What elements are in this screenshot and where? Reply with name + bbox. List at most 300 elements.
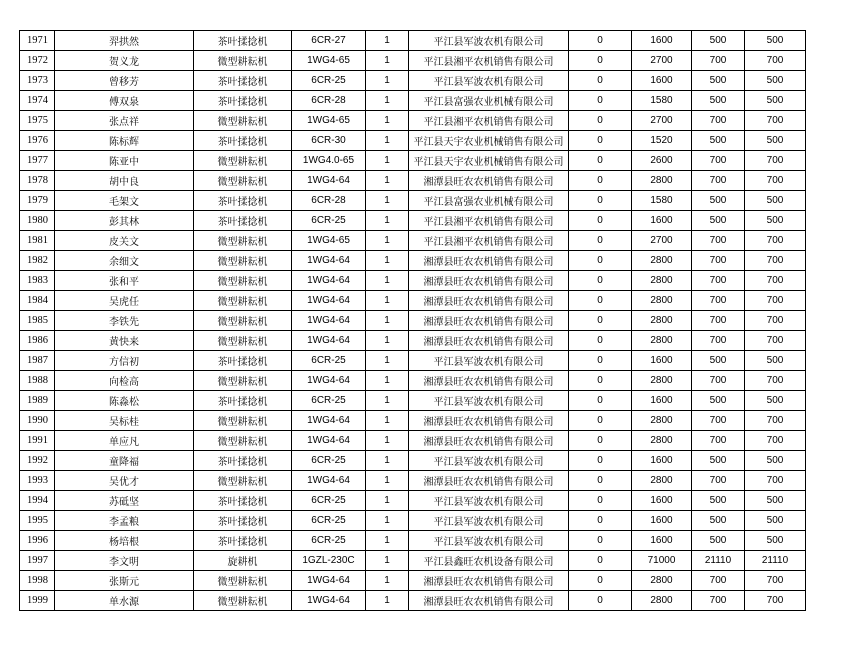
quantity-cell: 1 — [366, 91, 409, 111]
dealer-name-cell: 平江县富强农业机械有限公司 — [409, 91, 569, 111]
row-number-cell: 1979 — [20, 191, 55, 211]
subsidy-b-cell: 700 — [745, 151, 806, 171]
farmer-name-cell: 童降福 — [55, 451, 194, 471]
sale-price-cell: 2700 — [632, 111, 692, 131]
row-number-cell: 1994 — [20, 491, 55, 511]
table-row — [20, 371, 806, 391]
sale-price-cell: 2800 — [632, 431, 692, 451]
subsidy-a-cell: 700 — [692, 591, 745, 611]
machine-type-cell: 微型耕耘机 — [194, 591, 292, 611]
quantity-cell: 1 — [366, 271, 409, 291]
machine-type-cell: 茶叶揉捻机 — [194, 491, 292, 511]
table-row — [20, 431, 806, 451]
value-zero-cell: 0 — [569, 191, 632, 211]
table-row — [20, 551, 806, 571]
subsidy-a-cell: 500 — [692, 211, 745, 231]
machine-type-cell: 旋耕机 — [194, 551, 292, 571]
quantity-cell: 1 — [366, 151, 409, 171]
dealer-name-cell: 湘潭县旺农农机销售有限公司 — [409, 591, 569, 611]
row-number-cell: 1972 — [20, 51, 55, 71]
table-row — [20, 531, 806, 551]
dealer-name-cell: 平江县富强农业机械有限公司 — [409, 191, 569, 211]
value-zero-cell: 0 — [569, 331, 632, 351]
subsidy-a-cell: 500 — [692, 351, 745, 371]
farmer-name-cell: 向检高 — [55, 371, 194, 391]
farmer-name-cell: 吴虎任 — [55, 291, 194, 311]
sale-price-cell: 1600 — [632, 451, 692, 471]
machine-model-cell: 1WG4-64 — [292, 471, 366, 491]
dealer-name-cell: 平江县军波农机有限公司 — [409, 31, 569, 51]
subsidy-a-cell: 500 — [692, 91, 745, 111]
machine-model-cell: 1WG4-65 — [292, 231, 366, 251]
subsidy-a-cell: 500 — [692, 391, 745, 411]
farmer-name-cell: 李文明 — [55, 551, 194, 571]
value-zero-cell: 0 — [569, 471, 632, 491]
farmer-name-cell: 李孟粮 — [55, 511, 194, 531]
value-zero-cell: 0 — [569, 491, 632, 511]
farmer-name-cell: 单水源 — [55, 591, 194, 611]
farmer-name-cell: 吴标桂 — [55, 411, 194, 431]
subsidy-a-cell: 500 — [692, 191, 745, 211]
row-number-cell: 1987 — [20, 351, 55, 371]
subsidy-a-cell: 700 — [692, 291, 745, 311]
dealer-name-cell: 平江县军波农机有限公司 — [409, 451, 569, 471]
quantity-cell: 1 — [366, 51, 409, 71]
value-zero-cell: 0 — [569, 591, 632, 611]
row-number-cell: 1985 — [20, 311, 55, 331]
quantity-cell: 1 — [366, 131, 409, 151]
table-row — [20, 211, 806, 231]
subsidy-a-cell: 700 — [692, 271, 745, 291]
farmer-name-cell: 羿拱然 — [55, 31, 194, 51]
machine-model-cell: 6CR-28 — [292, 191, 366, 211]
dealer-name-cell: 湘潭县旺农农机销售有限公司 — [409, 251, 569, 271]
table-row — [20, 291, 806, 311]
machine-model-cell: 6CR-25 — [292, 451, 366, 471]
subsidy-b-cell: 700 — [745, 311, 806, 331]
machine-model-cell: 1WG4-64 — [292, 331, 366, 351]
subsidy-a-cell: 500 — [692, 31, 745, 51]
subsidy-b-cell: 700 — [745, 51, 806, 71]
dealer-name-cell: 平江县军波农机有限公司 — [409, 351, 569, 371]
subsidy-b-cell: 700 — [745, 251, 806, 271]
value-zero-cell: 0 — [569, 351, 632, 371]
value-zero-cell: 0 — [569, 71, 632, 91]
row-number-cell: 1992 — [20, 451, 55, 471]
machine-type-cell: 微型耕耘机 — [194, 151, 292, 171]
machine-type-cell: 微型耕耘机 — [194, 311, 292, 331]
sale-price-cell: 2800 — [632, 371, 692, 391]
farmer-name-cell: 陈亚中 — [55, 151, 194, 171]
machine-model-cell: 1WG4-64 — [292, 371, 366, 391]
sale-price-cell: 1600 — [632, 211, 692, 231]
sale-price-cell: 2700 — [632, 51, 692, 71]
machine-model-cell: 6CR-25 — [292, 391, 366, 411]
subsidy-b-cell: 700 — [745, 291, 806, 311]
subsidy-b-cell: 21110 — [745, 551, 806, 571]
value-zero-cell: 0 — [569, 151, 632, 171]
quantity-cell: 1 — [366, 371, 409, 391]
row-number-cell: 1998 — [20, 571, 55, 591]
machine-type-cell: 茶叶揉捻机 — [194, 71, 292, 91]
quantity-cell: 1 — [366, 511, 409, 531]
quantity-cell: 1 — [366, 191, 409, 211]
subsidy-b-cell: 700 — [745, 371, 806, 391]
subsidy-a-cell: 700 — [692, 431, 745, 451]
table-row — [20, 351, 806, 371]
table-row — [20, 391, 806, 411]
machine-type-cell: 微型耕耘机 — [194, 251, 292, 271]
subsidy-a-cell: 700 — [692, 471, 745, 491]
farmer-name-cell: 吴优才 — [55, 471, 194, 491]
subsidy-a-cell: 500 — [692, 451, 745, 471]
machine-type-cell: 茶叶揉捻机 — [194, 351, 292, 371]
machine-type-cell: 微型耕耘机 — [194, 411, 292, 431]
table-row — [20, 31, 806, 51]
dealer-name-cell: 湘潭县旺农农机销售有限公司 — [409, 331, 569, 351]
dealer-name-cell: 平江县湘平农机销售有限公司 — [409, 111, 569, 131]
row-number-cell: 1974 — [20, 91, 55, 111]
row-number-cell: 1991 — [20, 431, 55, 451]
quantity-cell: 1 — [366, 591, 409, 611]
sale-price-cell: 2800 — [632, 591, 692, 611]
table-row — [20, 491, 806, 511]
quantity-cell: 1 — [366, 31, 409, 51]
row-number-cell: 1971 — [20, 31, 55, 51]
subsidy-a-cell: 700 — [692, 251, 745, 271]
machine-model-cell: 6CR-25 — [292, 491, 366, 511]
dealer-name-cell: 湘潭县旺农农机销售有限公司 — [409, 471, 569, 491]
subsidy-a-cell: 500 — [692, 491, 745, 511]
quantity-cell: 1 — [366, 431, 409, 451]
machine-model-cell: 1WG4-64 — [292, 271, 366, 291]
quantity-cell: 1 — [366, 71, 409, 91]
farmer-name-cell: 张点祥 — [55, 111, 194, 131]
farmer-name-cell: 单应凡 — [55, 431, 194, 451]
sale-price-cell: 2800 — [632, 251, 692, 271]
machine-type-cell: 微型耕耘机 — [194, 471, 292, 491]
machine-model-cell: 1GZL-230C — [292, 551, 366, 571]
machine-type-cell: 微型耕耘机 — [194, 271, 292, 291]
machine-type-cell: 微型耕耘机 — [194, 231, 292, 251]
machine-type-cell: 茶叶揉捻机 — [194, 511, 292, 531]
quantity-cell: 1 — [366, 111, 409, 131]
sale-price-cell: 1600 — [632, 351, 692, 371]
subsidy-b-cell: 500 — [745, 491, 806, 511]
subsidy-b-cell: 500 — [745, 511, 806, 531]
quantity-cell: 1 — [366, 491, 409, 511]
dealer-name-cell: 平江县军波农机有限公司 — [409, 391, 569, 411]
table-row — [20, 51, 806, 71]
quantity-cell: 1 — [366, 311, 409, 331]
machine-model-cell: 6CR-28 — [292, 91, 366, 111]
value-zero-cell: 0 — [569, 371, 632, 391]
quantity-cell: 1 — [366, 551, 409, 571]
machine-model-cell: 1WG4-64 — [292, 251, 366, 271]
subsidy-a-cell: 700 — [692, 311, 745, 331]
machine-type-cell: 茶叶揉捻机 — [194, 131, 292, 151]
sale-price-cell: 71000 — [632, 551, 692, 571]
row-number-cell: 1981 — [20, 231, 55, 251]
dealer-name-cell: 平江县军波农机有限公司 — [409, 511, 569, 531]
dealer-name-cell: 湘潭县旺农农机销售有限公司 — [409, 371, 569, 391]
sale-price-cell: 2800 — [632, 331, 692, 351]
sale-price-cell: 2600 — [632, 151, 692, 171]
value-zero-cell: 0 — [569, 531, 632, 551]
machine-type-cell: 茶叶揉捻机 — [194, 91, 292, 111]
dealer-name-cell: 平江县军波农机有限公司 — [409, 531, 569, 551]
quantity-cell: 1 — [366, 211, 409, 231]
table-row — [20, 131, 806, 151]
sale-price-cell: 2800 — [632, 171, 692, 191]
farmer-name-cell: 傅双泉 — [55, 91, 194, 111]
sale-price-cell: 2800 — [632, 411, 692, 431]
table-row — [20, 511, 806, 531]
quantity-cell: 1 — [366, 531, 409, 551]
farmer-name-cell: 方信初 — [55, 351, 194, 371]
dealer-name-cell: 平江县湘平农机销售有限公司 — [409, 231, 569, 251]
machine-type-cell: 茶叶揉捻机 — [194, 451, 292, 471]
quantity-cell: 1 — [366, 231, 409, 251]
dealer-name-cell: 湘潭县旺农农机销售有限公司 — [409, 571, 569, 591]
table-row — [20, 251, 806, 271]
machine-model-cell: 1WG4-64 — [292, 171, 366, 191]
subsidy-a-cell: 700 — [692, 571, 745, 591]
machine-model-cell: 6CR-25 — [292, 511, 366, 531]
value-zero-cell: 0 — [569, 251, 632, 271]
subsidy-b-cell: 700 — [745, 111, 806, 131]
table-row — [20, 111, 806, 131]
machine-model-cell: 6CR-25 — [292, 531, 366, 551]
table-body — [20, 31, 806, 611]
value-zero-cell: 0 — [569, 431, 632, 451]
dealer-name-cell: 平江县军波农机有限公司 — [409, 491, 569, 511]
subsidy-a-cell: 500 — [692, 71, 745, 91]
value-zero-cell: 0 — [569, 391, 632, 411]
subsidy-b-cell: 500 — [745, 31, 806, 51]
table-row — [20, 331, 806, 351]
sale-price-cell: 2800 — [632, 271, 692, 291]
row-number-cell: 1982 — [20, 251, 55, 271]
dealer-name-cell: 湘潭县旺农农机销售有限公司 — [409, 171, 569, 191]
value-zero-cell: 0 — [569, 551, 632, 571]
subsidy-a-cell: 700 — [692, 111, 745, 131]
quantity-cell: 1 — [366, 251, 409, 271]
subsidy-b-cell: 700 — [745, 571, 806, 591]
machine-type-cell: 微型耕耘机 — [194, 171, 292, 191]
farmer-name-cell: 李铁先 — [55, 311, 194, 331]
subsidy-b-cell: 500 — [745, 71, 806, 91]
subsidy-b-cell: 500 — [745, 191, 806, 211]
row-number-cell: 1975 — [20, 111, 55, 131]
subsidy-b-cell: 500 — [745, 451, 806, 471]
sale-price-cell: 1600 — [632, 31, 692, 51]
sale-price-cell: 2800 — [632, 471, 692, 491]
table-row — [20, 91, 806, 111]
machine-model-cell: 1WG4-65 — [292, 111, 366, 131]
row-number-cell: 1980 — [20, 211, 55, 231]
subsidy-a-cell: 700 — [692, 51, 745, 71]
subsidy-b-cell: 500 — [745, 211, 806, 231]
machine-model-cell: 6CR-30 — [292, 131, 366, 151]
machine-type-cell: 微型耕耘机 — [194, 371, 292, 391]
row-number-cell: 1977 — [20, 151, 55, 171]
value-zero-cell: 0 — [569, 451, 632, 471]
subsidy-a-cell: 700 — [692, 371, 745, 391]
table-row — [20, 571, 806, 591]
row-number-cell: 1978 — [20, 171, 55, 191]
sale-price-cell: 2800 — [632, 571, 692, 591]
machine-model-cell: 1WG4-64 — [292, 311, 366, 331]
row-number-cell: 1993 — [20, 471, 55, 491]
quantity-cell: 1 — [366, 411, 409, 431]
row-number-cell: 1999 — [20, 591, 55, 611]
subsidy-b-cell: 700 — [745, 231, 806, 251]
machine-type-cell: 微型耕耘机 — [194, 331, 292, 351]
subsidy-a-cell: 700 — [692, 411, 745, 431]
farmer-name-cell: 胡中良 — [55, 171, 194, 191]
dealer-name-cell: 湘潭县旺农农机销售有限公司 — [409, 271, 569, 291]
subsidy-b-cell: 700 — [745, 271, 806, 291]
sale-price-cell: 1600 — [632, 531, 692, 551]
table-row — [20, 271, 806, 291]
machine-type-cell: 茶叶揉捻机 — [194, 531, 292, 551]
table-row — [20, 471, 806, 491]
subsidy-a-cell: 500 — [692, 511, 745, 531]
quantity-cell: 1 — [366, 171, 409, 191]
row-number-cell: 1997 — [20, 551, 55, 571]
table-row — [20, 151, 806, 171]
value-zero-cell: 0 — [569, 211, 632, 231]
farmer-name-cell: 黄快来 — [55, 331, 194, 351]
farmer-name-cell: 余细文 — [55, 251, 194, 271]
sale-price-cell: 2800 — [632, 311, 692, 331]
sale-price-cell: 1600 — [632, 391, 692, 411]
dealer-name-cell: 平江县湘平农机销售有限公司 — [409, 211, 569, 231]
sale-price-cell: 1580 — [632, 91, 692, 111]
quantity-cell: 1 — [366, 291, 409, 311]
value-zero-cell: 0 — [569, 111, 632, 131]
farmer-name-cell: 毛架文 — [55, 191, 194, 211]
row-number-cell: 1976 — [20, 131, 55, 151]
farmer-name-cell: 张斯元 — [55, 571, 194, 591]
farmer-name-cell: 杨培根 — [55, 531, 194, 551]
row-number-cell: 1989 — [20, 391, 55, 411]
subsidy-a-cell: 700 — [692, 231, 745, 251]
row-number-cell: 1986 — [20, 331, 55, 351]
subsidy-b-cell: 500 — [745, 531, 806, 551]
subsidy-b-cell: 700 — [745, 411, 806, 431]
subsidy-a-cell: 500 — [692, 531, 745, 551]
sale-price-cell: 1520 — [632, 131, 692, 151]
farmer-name-cell: 张和平 — [55, 271, 194, 291]
value-zero-cell: 0 — [569, 291, 632, 311]
farmer-name-cell: 彭其林 — [55, 211, 194, 231]
subsidy-a-cell: 21110 — [692, 551, 745, 571]
table-row — [20, 191, 806, 211]
value-zero-cell: 0 — [569, 231, 632, 251]
farmer-name-cell: 陈淼松 — [55, 391, 194, 411]
table-row — [20, 71, 806, 91]
machine-model-cell: 1WG4-64 — [292, 591, 366, 611]
machine-model-cell: 6CR-25 — [292, 211, 366, 231]
farmer-name-cell: 曾移芳 — [55, 71, 194, 91]
dealer-name-cell: 平江县军波农机有限公司 — [409, 71, 569, 91]
row-number-cell: 1973 — [20, 71, 55, 91]
quantity-cell: 1 — [366, 471, 409, 491]
machine-type-cell: 微型耕耘机 — [194, 571, 292, 591]
sale-price-cell: 2700 — [632, 231, 692, 251]
machine-model-cell: 1WG4-64 — [292, 291, 366, 311]
quantity-cell: 1 — [366, 331, 409, 351]
value-zero-cell: 0 — [569, 171, 632, 191]
row-number-cell: 1983 — [20, 271, 55, 291]
value-zero-cell: 0 — [569, 131, 632, 151]
farmer-name-cell: 陈标辉 — [55, 131, 194, 151]
machine-type-cell: 茶叶揉捻机 — [194, 31, 292, 51]
subsidy-b-cell: 700 — [745, 171, 806, 191]
machine-model-cell: 6CR-25 — [292, 71, 366, 91]
quantity-cell: 1 — [366, 351, 409, 371]
row-number-cell: 1988 — [20, 371, 55, 391]
table-row — [20, 171, 806, 191]
subsidy-b-cell: 500 — [745, 391, 806, 411]
subsidy-b-cell: 500 — [745, 91, 806, 111]
sale-price-cell: 1600 — [632, 511, 692, 531]
sale-price-cell: 1580 — [632, 191, 692, 211]
row-number-cell: 1996 — [20, 531, 55, 551]
dealer-name-cell: 平江县天宇农业机械销售有限公司 — [409, 151, 569, 171]
machine-type-cell: 微型耕耘机 — [194, 51, 292, 71]
sale-price-cell: 1600 — [632, 491, 692, 511]
subsidy-b-cell: 500 — [745, 131, 806, 151]
quantity-cell: 1 — [366, 571, 409, 591]
farmer-name-cell: 苏砥坚 — [55, 491, 194, 511]
subsidy-a-cell: 500 — [692, 131, 745, 151]
subsidy-a-cell: 700 — [692, 171, 745, 191]
value-zero-cell: 0 — [569, 271, 632, 291]
value-zero-cell: 0 — [569, 571, 632, 591]
subsidy-a-cell: 700 — [692, 151, 745, 171]
value-zero-cell: 0 — [569, 91, 632, 111]
dealer-name-cell: 平江县鑫旺农机设备有限公司 — [409, 551, 569, 571]
subsidy-b-cell: 500 — [745, 351, 806, 371]
machine-model-cell: 1WG4-64 — [292, 411, 366, 431]
subsidy-b-cell: 700 — [745, 471, 806, 491]
machine-model-cell: 6CR-25 — [292, 351, 366, 371]
dealer-name-cell: 湘潭县旺农农机销售有限公司 — [409, 291, 569, 311]
subsidy-b-cell: 700 — [745, 591, 806, 611]
machine-type-cell: 茶叶揉捻机 — [194, 191, 292, 211]
value-zero-cell: 0 — [569, 311, 632, 331]
value-zero-cell: 0 — [569, 51, 632, 71]
machine-model-cell: 1WG4-64 — [292, 431, 366, 451]
subsidy-a-cell: 700 — [692, 331, 745, 351]
value-zero-cell: 0 — [569, 31, 632, 51]
table-row — [20, 591, 806, 611]
machine-model-cell: 1WG4-65 — [292, 51, 366, 71]
machine-type-cell: 微型耕耘机 — [194, 111, 292, 131]
dealer-name-cell: 湘潭县旺农农机销售有限公司 — [409, 311, 569, 331]
quantity-cell: 1 — [366, 391, 409, 411]
table-row — [20, 231, 806, 251]
value-zero-cell: 0 — [569, 411, 632, 431]
machine-type-cell: 茶叶揉捻机 — [194, 391, 292, 411]
machine-model-cell: 6CR-27 — [292, 31, 366, 51]
row-number-cell: 1995 — [20, 511, 55, 531]
dealer-name-cell: 湘潭县旺农农机销售有限公司 — [409, 411, 569, 431]
machine-model-cell: 1WG4.0-65 — [292, 151, 366, 171]
